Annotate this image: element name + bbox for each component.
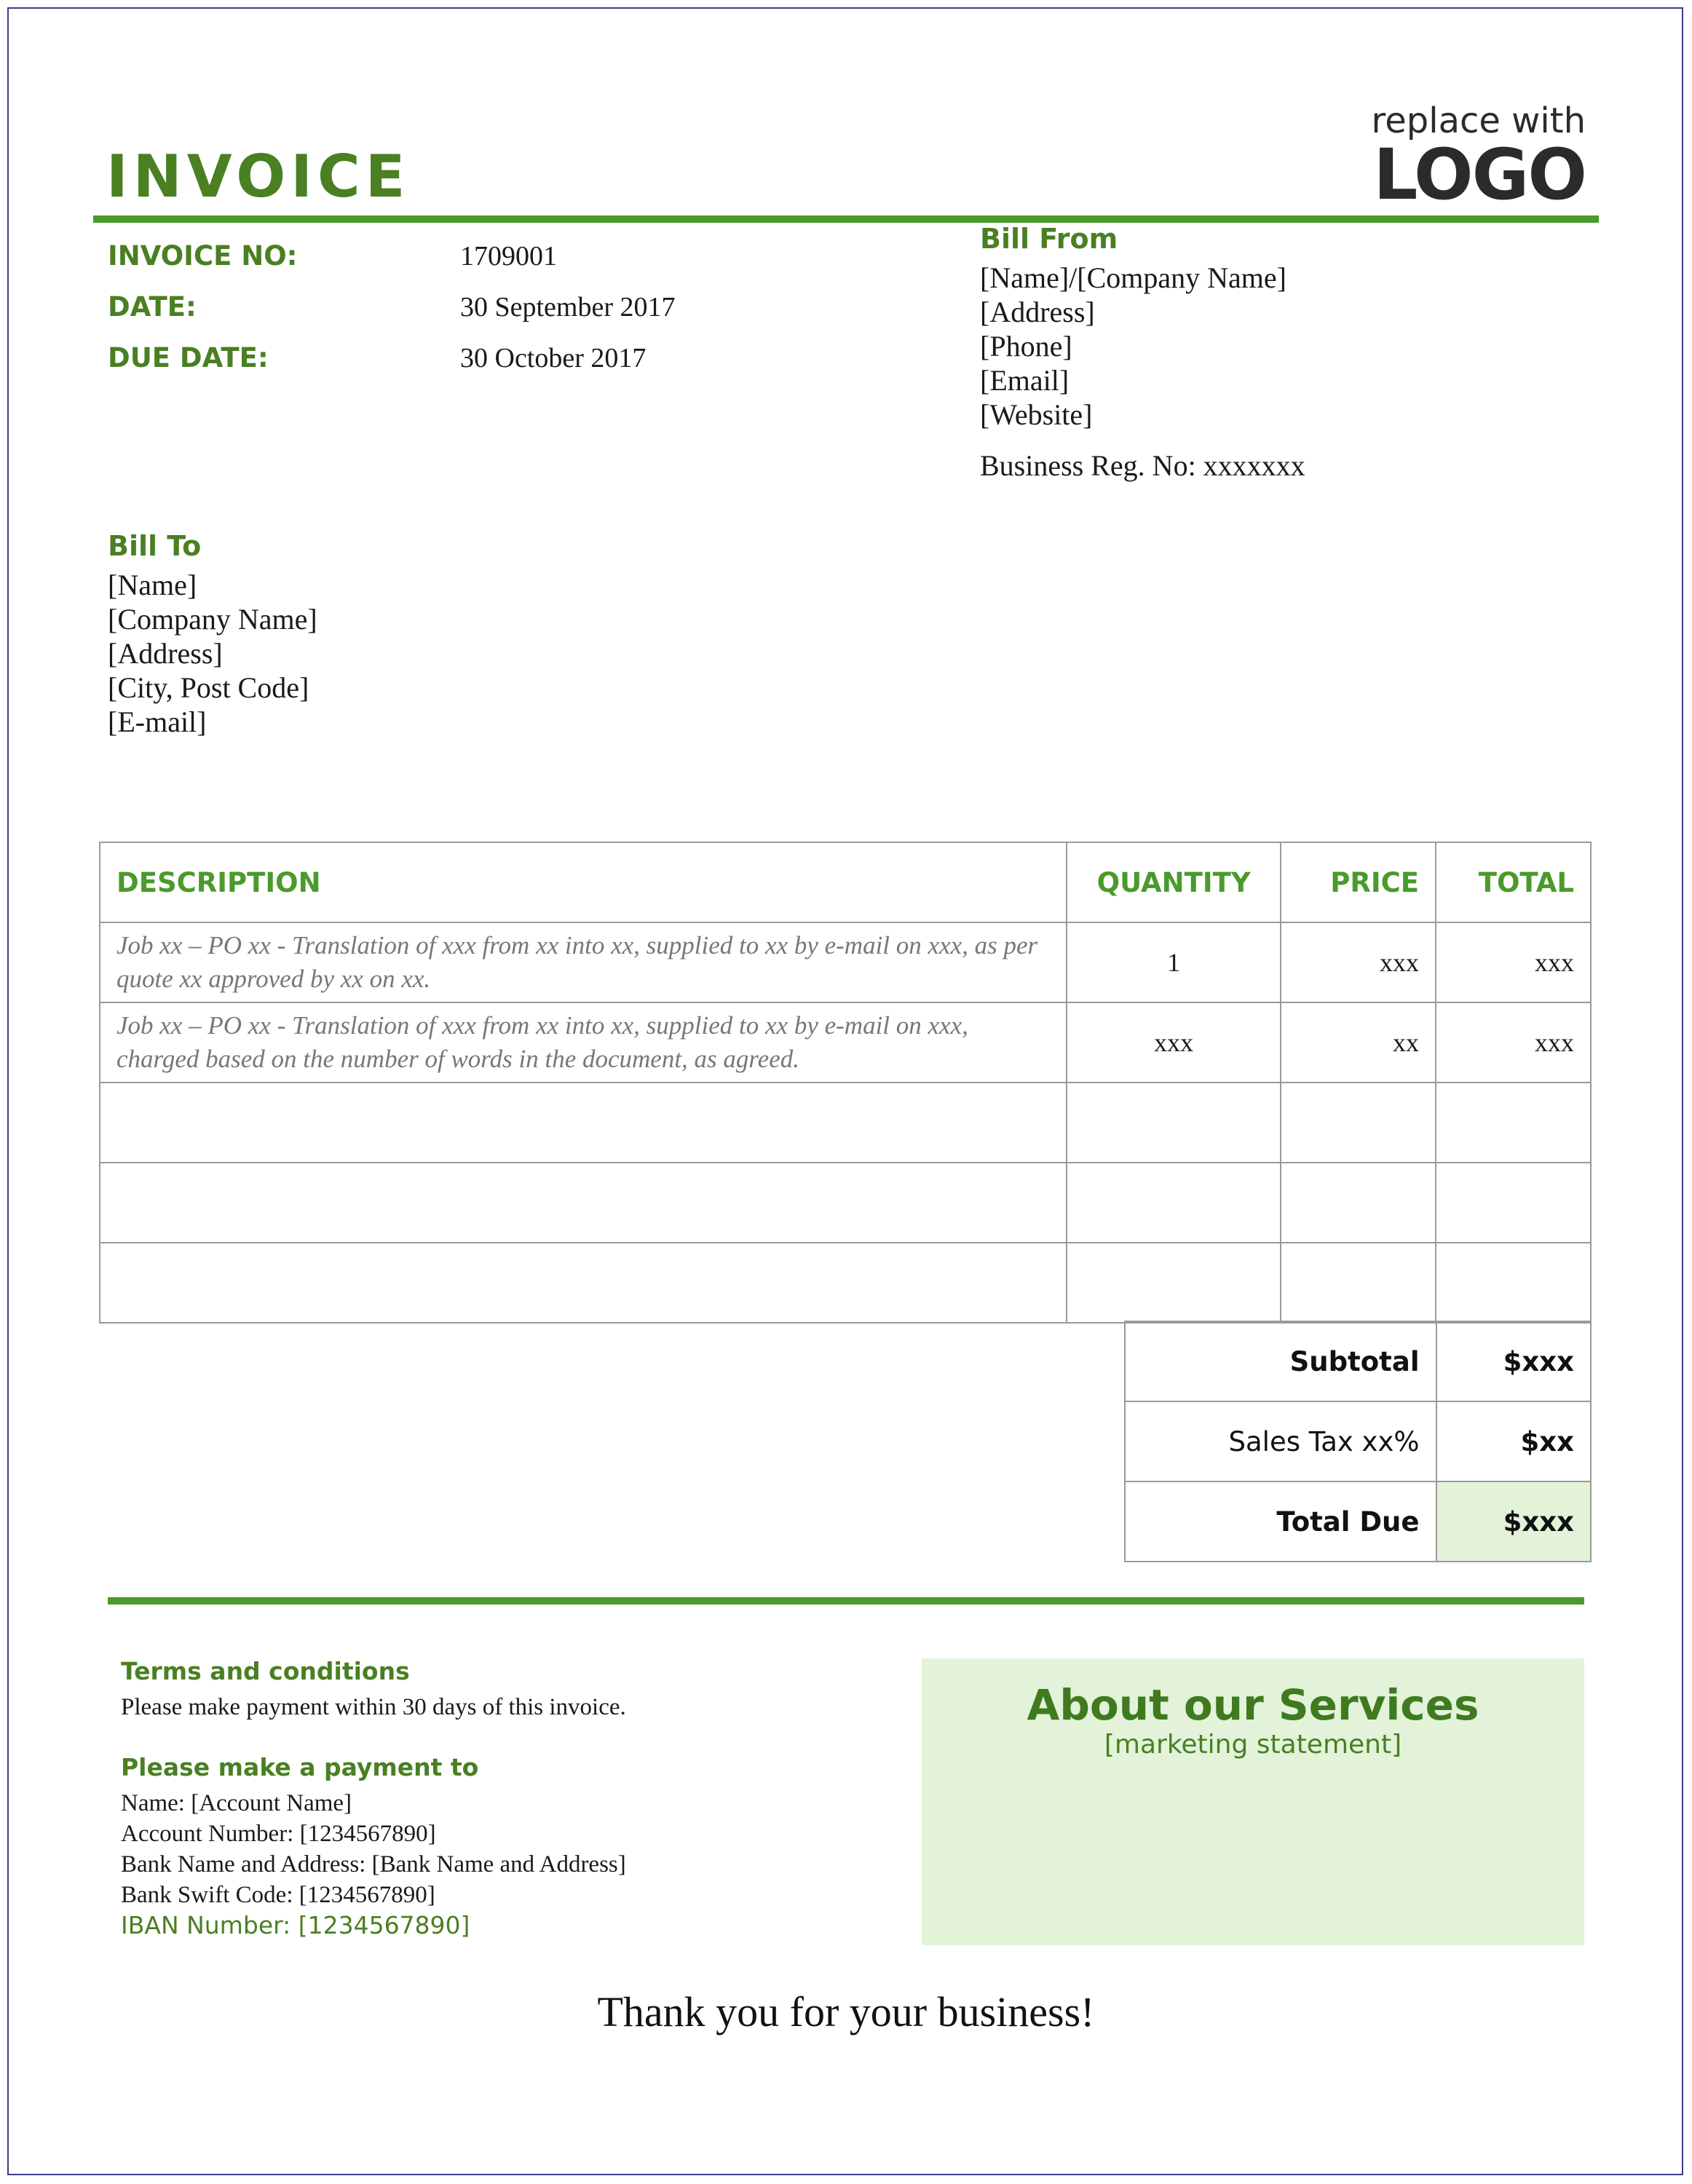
date-value: 30 September 2017 (460, 292, 676, 323)
subtotal-value: $xxx (1436, 1321, 1592, 1401)
tax-row (1125, 1401, 1591, 1481)
terms-text: Please make payment within 30 days of this invoice. (121, 1694, 626, 1720)
invoice-title: INVOICE (106, 143, 411, 210)
row-price (1281, 1243, 1436, 1323)
invoice-no-value: 1709001 (460, 241, 557, 272)
row-price: xxx (1281, 922, 1436, 1002)
bill-from-email: [Email] (980, 364, 1070, 397)
bill-from-heading: Bill From (980, 223, 1118, 255)
row-quantity (1067, 1243, 1281, 1323)
col-quantity-header: QUANTITY (1067, 842, 1281, 922)
tax-label: Sales Tax xx% (1125, 1401, 1436, 1481)
payment-bank-name: Bank Name and Address: [Bank Name and Address] (121, 1851, 626, 1878)
table-row (100, 1163, 1591, 1243)
subtotal-row (1125, 1321, 1591, 1401)
row-price: xx (1281, 1002, 1436, 1083)
bill-to-heading: Bill To (108, 530, 202, 562)
row-total (1436, 1243, 1591, 1323)
row-total (1436, 1163, 1591, 1243)
total-due-value: $xxx (1436, 1481, 1592, 1562)
header-divider (93, 215, 1599, 223)
row-price (1281, 1083, 1436, 1163)
row-description (100, 1083, 1067, 1163)
col-price-header: PRICE (1281, 842, 1436, 922)
bill-from-name: [Name]/[Company Name] (980, 261, 1286, 294)
table-row (100, 1002, 1591, 1083)
bill-to-city: [City, Post Code] (108, 671, 309, 704)
payment-account-name: Name: [Account Name] (121, 1790, 352, 1816)
about-subtitle: [marketing statement] (1104, 1730, 1402, 1760)
row-quantity (1067, 1083, 1281, 1163)
total-due-label: Total Due (1125, 1481, 1436, 1562)
invoice-no-label: INVOICE NO: (108, 240, 298, 272)
bill-from-address: [Address] (980, 296, 1095, 328)
bill-from-website: [Website] (980, 398, 1093, 431)
items-table (99, 842, 1592, 1324)
about-title: About our Services (1027, 1680, 1479, 1730)
table-row (100, 922, 1591, 1002)
row-description (100, 1163, 1067, 1243)
row-quantity: 1 (1067, 922, 1281, 1002)
about-services-box (922, 1658, 1584, 1945)
row-total: xxx (1436, 1002, 1591, 1083)
bill-to-address: [Address] (108, 637, 223, 670)
bill-to-company: [Company Name] (108, 603, 317, 636)
footer-divider (108, 1597, 1584, 1605)
thank-you-message: Thank you for your business! (597, 1988, 1095, 2035)
row-description (100, 1243, 1067, 1323)
col-description-header: DESCRIPTION (100, 842, 1067, 922)
payment-account-number: Account Number: [1234567890] (121, 1821, 436, 1847)
subtotal-label: Subtotal (1125, 1321, 1436, 1401)
row-description: Job xx – PO xx - Translation of xxx from xx into xx, supplied to xx by e-mail on xxx, as per quote xx approved by xx on xx. (100, 922, 1067, 1002)
bill-to-name: [Name] (108, 569, 197, 601)
row-price (1281, 1163, 1436, 1243)
tax-value: $xx (1436, 1401, 1592, 1481)
due-date-value: 30 October 2017 (460, 343, 647, 373)
payment-details (121, 1788, 626, 1941)
business-reg: Business Reg. No: xxxxxxx (980, 449, 1305, 482)
row-description: Job xx – PO xx - Translation of xxx from xx into xx, supplied to xx by e-mail on xxx, charged based on the number of words in the document, as agreed. (100, 1002, 1067, 1083)
table-header-row (100, 842, 1591, 922)
due-date-label: DUE DATE: (108, 342, 269, 373)
payment-heading: Please make a payment to (121, 1753, 479, 1781)
row-quantity (1067, 1163, 1281, 1243)
bill-from-phone: [Phone] (980, 330, 1072, 363)
bill-to-lines (108, 568, 317, 739)
logo-caption: replace with (1371, 100, 1586, 141)
payment-swift-code: Bank Swift Code: [1234567890] (121, 1882, 435, 1908)
row-quantity: xxx (1067, 1002, 1281, 1083)
total-due-row (1125, 1481, 1591, 1562)
bill-from-lines (980, 261, 1286, 432)
terms-heading: Terms and conditions (121, 1657, 410, 1685)
totals-table (1124, 1321, 1592, 1562)
bill-to-email: [E-mail] (108, 705, 207, 738)
logo-text: LOGO (1373, 134, 1586, 215)
table-row (100, 1243, 1591, 1323)
row-total: xxx (1436, 922, 1591, 1002)
row-total (1436, 1083, 1591, 1163)
table-row (100, 1083, 1591, 1163)
logo-placeholder (1360, 100, 1586, 215)
date-label: DATE: (108, 291, 197, 323)
payment-iban: IBAN Number: [1234567890] (121, 1911, 470, 1939)
col-total-header: TOTAL (1436, 842, 1591, 922)
